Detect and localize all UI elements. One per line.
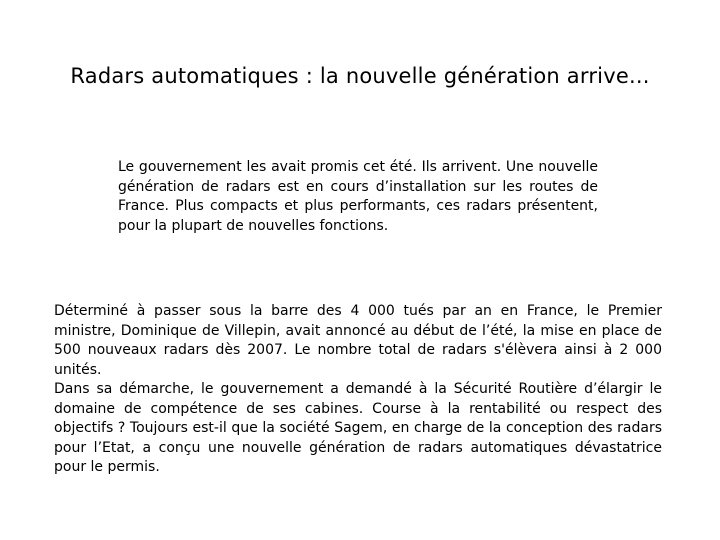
intro-paragraph: Le gouvernement les avait promis cet été. Ils arrivent. Une nouvelle génération de radars est en cours d’installation sur les routes de France. Plus compacts et plus performants, ces radars présentent, pour la plupart de nouvelles fonctions. bbox=[118, 159, 598, 234]
body-text bbox=[54, 302, 662, 478]
body-paragraph-2: Dans sa démarche, le gouvernement a demandé à la Sécurité Routière d’élargir le domaine de compétence de ses cabines. Course à la rentabilité ou respect des objectifs ? Toujours est-il que la société Sagem, en charge de la conception des radars pour l’Etat, a conçu une nouvelle génération de radars automatiques dévastatrice pour le permis. bbox=[54, 381, 662, 475]
body-paragraph-1: Déterminé à passer sous la barre des 4 000 tués par an en France, le Premier ministre, Dominique de Villepin, avait annoncé au début de l’été, la mise en place de 500 nouveaux radars dès 2007. Le nombre total de radars s'élèvera ainsi à 2 000 unités. bbox=[54, 303, 662, 378]
slide-title: Radars automatiques : la nouvelle génération arrive... bbox=[70, 64, 650, 88]
